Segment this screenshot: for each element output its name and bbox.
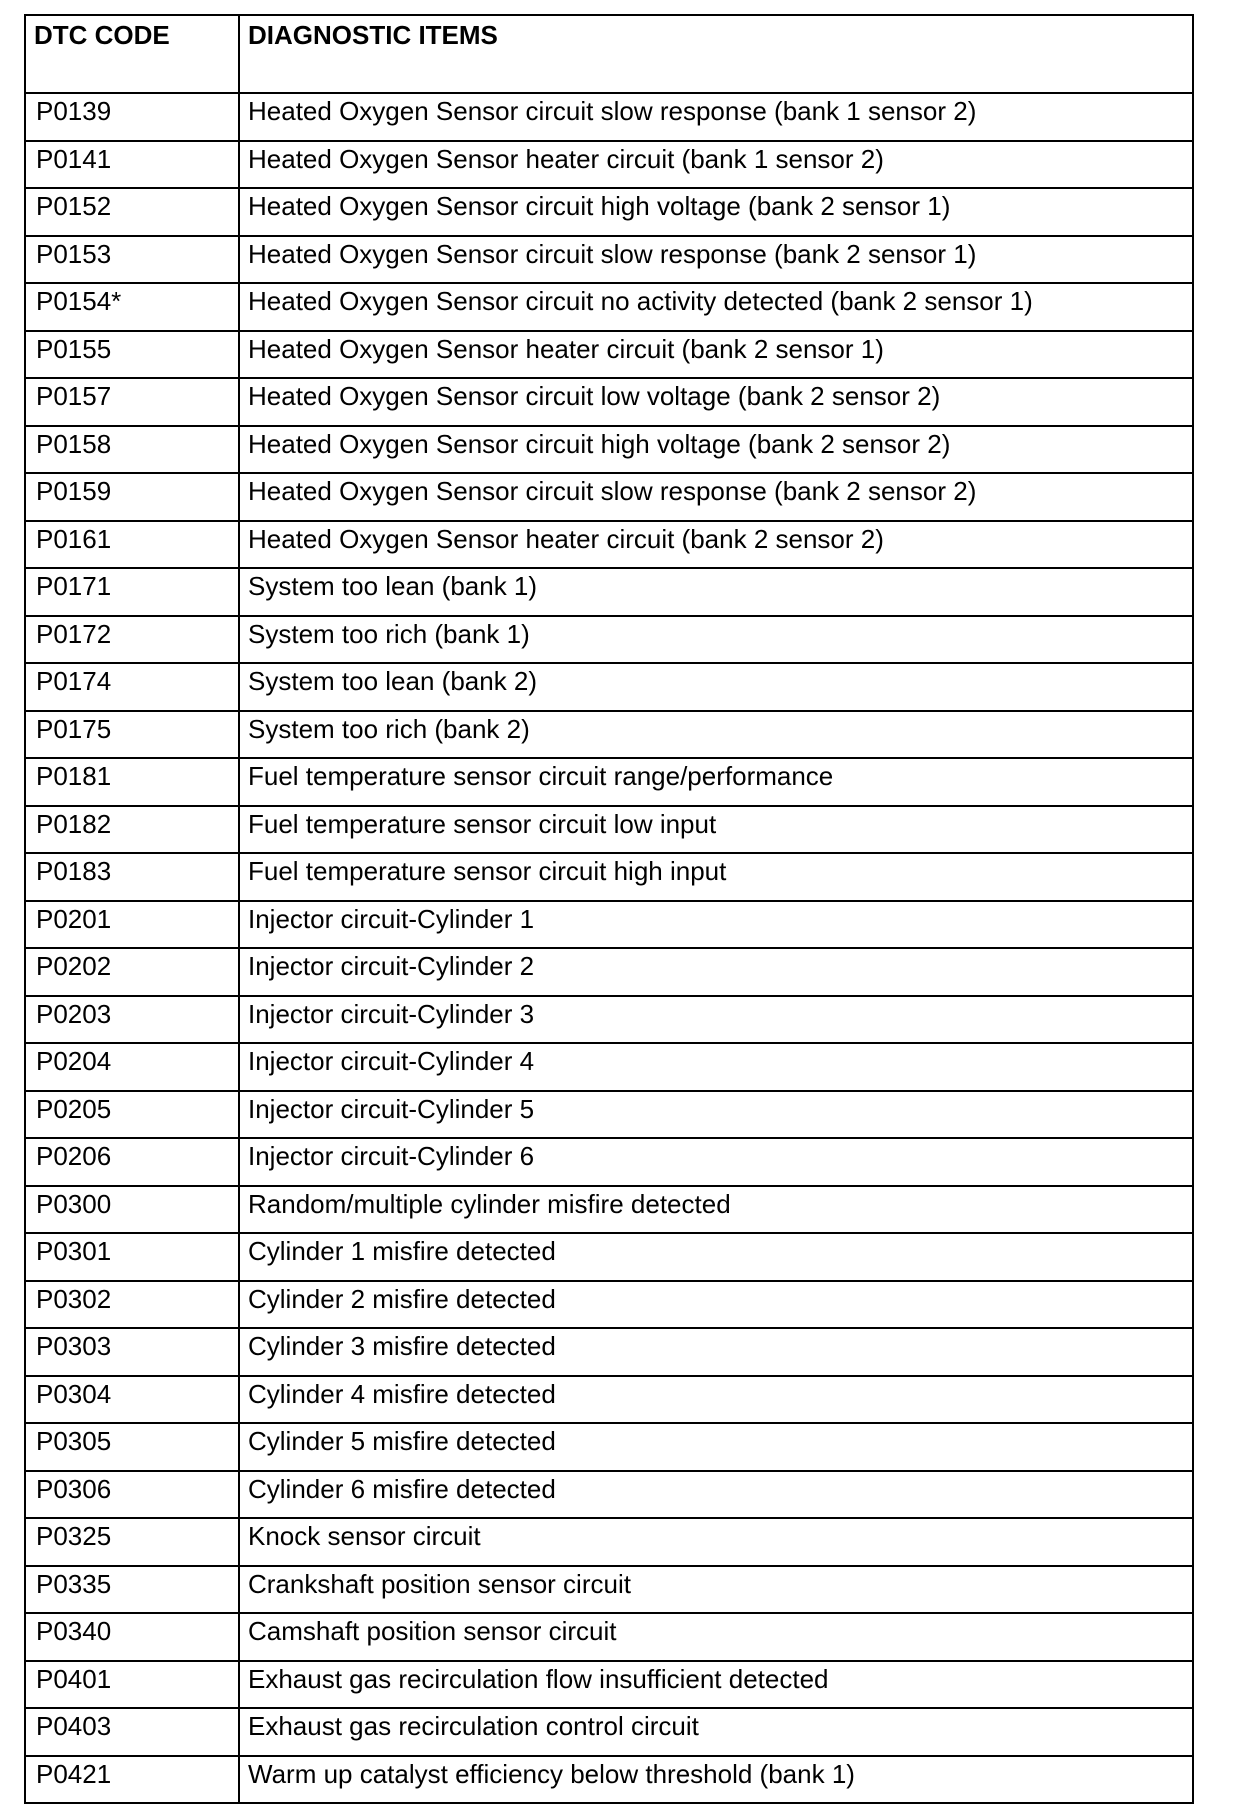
diagnostic-item-cell: System too rich (bank 2)	[239, 711, 1193, 759]
dtc-code-cell: P0171	[25, 568, 239, 616]
diagnostic-item-cell: Fuel temperature sensor circuit low input	[239, 806, 1193, 854]
table-body	[25, 93, 1193, 1803]
diagnostic-item-cell: System too lean (bank 1)	[239, 568, 1193, 616]
dtc-code-cell: P0157	[25, 378, 239, 426]
dtc-code-cell: P0302	[25, 1281, 239, 1329]
diagnostic-item-cell: Heated Oxygen Sensor circuit slow response (bank 2 sensor 1)	[239, 236, 1193, 284]
table-row	[25, 758, 1193, 806]
diagnostic-item-cell: Heated Oxygen Sensor circuit slow response (bank 1 sensor 2)	[239, 93, 1193, 141]
dtc-code-cell: P0175	[25, 711, 239, 759]
table-header-row	[25, 15, 1193, 93]
table-row	[25, 806, 1193, 854]
dtc-code-cell: P0153	[25, 236, 239, 284]
table-row	[25, 1518, 1193, 1566]
dtc-code-cell: P0306	[25, 1471, 239, 1519]
table-row	[25, 1708, 1193, 1756]
diagnostic-item-cell: Knock sensor circuit	[239, 1518, 1193, 1566]
diagnostic-item-cell: Cylinder 6 misfire detected	[239, 1471, 1193, 1519]
table-row	[25, 1661, 1193, 1709]
dtc-code-cell: P0304	[25, 1376, 239, 1424]
dtc-code-cell: P0340	[25, 1613, 239, 1661]
table-row	[25, 473, 1193, 521]
table-row	[25, 948, 1193, 996]
diagnostic-item-cell: Exhaust gas recirculation control circuit	[239, 1708, 1193, 1756]
table-row	[25, 1566, 1193, 1614]
diagnostic-item-cell: Injector circuit-Cylinder 3	[239, 996, 1193, 1044]
table-row	[25, 1328, 1193, 1376]
diagnostic-item-cell: Injector circuit-Cylinder 6	[239, 1138, 1193, 1186]
diagnostic-item-cell: Cylinder 2 misfire detected	[239, 1281, 1193, 1329]
column-header-dtc-code: DTC CODE	[25, 15, 239, 93]
diagnostic-item-cell: Heated Oxygen Sensor circuit slow response (bank 2 sensor 2)	[239, 473, 1193, 521]
table-row	[25, 1471, 1193, 1519]
dtc-code-cell: P0159	[25, 473, 239, 521]
table-row	[25, 568, 1193, 616]
dtc-code-cell: P0172	[25, 616, 239, 664]
table-row	[25, 331, 1193, 379]
diagnostic-item-cell: Heated Oxygen Sensor heater circuit (bank 2 sensor 2)	[239, 521, 1193, 569]
dtc-code-cell: P0206	[25, 1138, 239, 1186]
table-row	[25, 378, 1193, 426]
diagnostic-item-cell: Fuel temperature sensor circuit range/performance	[239, 758, 1193, 806]
dtc-code-cell: P0301	[25, 1233, 239, 1281]
table-row	[25, 1233, 1193, 1281]
dtc-code-cell: P0203	[25, 996, 239, 1044]
diagnostic-item-cell: Warm up catalyst efficiency below threshold (bank 1)	[239, 1756, 1193, 1804]
table-row	[25, 141, 1193, 189]
diagnostic-item-cell: Injector circuit-Cylinder 2	[239, 948, 1193, 996]
diagnostic-item-cell: Injector circuit-Cylinder 5	[239, 1091, 1193, 1139]
diagnostic-item-cell: Heated Oxygen Sensor circuit no activity detected (bank 2 sensor 1)	[239, 283, 1193, 331]
table-row	[25, 521, 1193, 569]
table-row	[25, 1043, 1193, 1091]
diagnostic-item-cell: Heated Oxygen Sensor heater circuit (bank 1 sensor 2)	[239, 141, 1193, 189]
dtc-code-cell: P0303	[25, 1328, 239, 1376]
diagnostic-item-cell: Exhaust gas recirculation flow insufficient detected	[239, 1661, 1193, 1709]
table-row	[25, 616, 1193, 664]
dtc-code-cell: P0204	[25, 1043, 239, 1091]
diagnostic-item-cell: Camshaft position sensor circuit	[239, 1613, 1193, 1661]
table-row	[25, 1756, 1193, 1804]
diagnostic-item-cell: Crankshaft position sensor circuit	[239, 1566, 1193, 1614]
diagnostic-item-cell: System too lean (bank 2)	[239, 663, 1193, 711]
table-row	[25, 1376, 1193, 1424]
dtc-code-cell: P0152	[25, 188, 239, 236]
table-row	[25, 1281, 1193, 1329]
dtc-code-cell: P0141	[25, 141, 239, 189]
dtc-code-cell: P0401	[25, 1661, 239, 1709]
dtc-code-cell: P0181	[25, 758, 239, 806]
table-row	[25, 93, 1193, 141]
diagnostic-item-cell: Cylinder 3 misfire detected	[239, 1328, 1193, 1376]
dtc-code-cell: P0305	[25, 1423, 239, 1471]
table-row	[25, 1186, 1193, 1234]
dtc-code-cell: P0205	[25, 1091, 239, 1139]
table-row	[25, 188, 1193, 236]
table-row	[25, 711, 1193, 759]
dtc-code-cell: P0161	[25, 521, 239, 569]
dtc-code-cell: P0325	[25, 1518, 239, 1566]
diagnostic-item-cell: System too rich (bank 1)	[239, 616, 1193, 664]
table-row	[25, 1138, 1193, 1186]
dtc-code-cell: P0403	[25, 1708, 239, 1756]
dtc-code-cell: P0155	[25, 331, 239, 379]
table-row	[25, 1091, 1193, 1139]
table-row	[25, 1423, 1193, 1471]
diagnostic-item-cell: Heated Oxygen Sensor circuit high voltage (bank 2 sensor 2)	[239, 426, 1193, 474]
dtc-code-cell: P0300	[25, 1186, 239, 1234]
diagnostic-item-cell: Heated Oxygen Sensor circuit high voltage (bank 2 sensor 1)	[239, 188, 1193, 236]
dtc-code-cell: P0202	[25, 948, 239, 996]
diagnostic-item-cell: Heated Oxygen Sensor circuit low voltage (bank 2 sensor 2)	[239, 378, 1193, 426]
table-row	[25, 236, 1193, 284]
diagnostic-item-cell: Injector circuit-Cylinder 1	[239, 901, 1193, 949]
table-row	[25, 663, 1193, 711]
dtc-code-cell: P0335	[25, 1566, 239, 1614]
diagnostic-item-cell: Cylinder 5 misfire detected	[239, 1423, 1193, 1471]
table-row	[25, 426, 1193, 474]
dtc-code-cell: P0139	[25, 93, 239, 141]
column-header-diagnostic-items: DIAGNOSTIC ITEMS	[239, 15, 1193, 93]
dtc-code-cell: P0201	[25, 901, 239, 949]
dtc-code-cell: P0154*	[25, 283, 239, 331]
table-row	[25, 283, 1193, 331]
table-row	[25, 1613, 1193, 1661]
diagnostic-item-cell: Fuel temperature sensor circuit high input	[239, 853, 1193, 901]
dtc-code-cell: P0421	[25, 1756, 239, 1804]
diagnostic-item-cell: Cylinder 4 misfire detected	[239, 1376, 1193, 1424]
dtc-code-cell: P0174	[25, 663, 239, 711]
table-row	[25, 853, 1193, 901]
diagnostic-item-cell: Injector circuit-Cylinder 4	[239, 1043, 1193, 1091]
dtc-code-cell: P0182	[25, 806, 239, 854]
diagnostic-item-cell: Random/multiple cylinder misfire detected	[239, 1186, 1193, 1234]
table-row	[25, 996, 1193, 1044]
diagnostic-item-cell: Cylinder 1 misfire detected	[239, 1233, 1193, 1281]
diagnostic-item-cell: Heated Oxygen Sensor heater circuit (bank 2 sensor 1)	[239, 331, 1193, 379]
dtc-table	[24, 14, 1194, 1804]
dtc-code-cell: P0183	[25, 853, 239, 901]
dtc-code-cell: P0158	[25, 426, 239, 474]
table-row	[25, 901, 1193, 949]
